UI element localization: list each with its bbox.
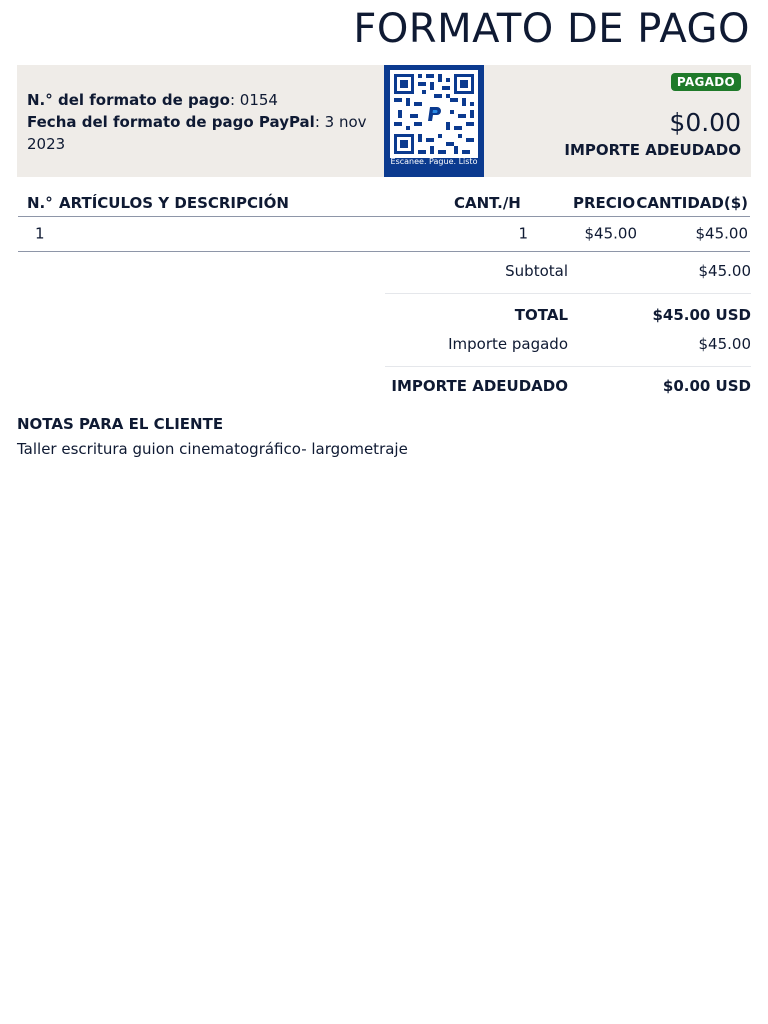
row-number: 1 (35, 224, 45, 243)
qr-code[interactable] (384, 65, 484, 177)
status-badge: PAGADO (671, 73, 741, 91)
subtotal-value: $45.00 (698, 262, 751, 280)
line-items-table (18, 188, 750, 252)
paid-value: $45.00 (698, 335, 751, 353)
invoice-number-value: 0154 (239, 91, 278, 109)
invoice-number-line: N.° del formato de pago: 0154 (27, 91, 278, 109)
amount-due-label: IMPORTE ADEUDADO (564, 141, 741, 159)
header-quantity: CANT./H (454, 194, 521, 212)
row-price: $45.00 (584, 224, 637, 243)
totals-section (385, 252, 751, 397)
invoice-date-line: Fecha del formato de pago PayPal: 3 nov 2023 (27, 113, 367, 153)
amount-due-value: $0.00 (669, 108, 741, 137)
header-description: ARTÍCULOS Y DESCRIPCIÓN (59, 194, 289, 212)
qr-code-icon (390, 70, 478, 158)
paid-label: Importe pagado (448, 335, 568, 353)
header-amount: CANTIDAD($) (636, 194, 748, 212)
row-quantity: 1 (518, 224, 528, 243)
row-amount: $45.00 (695, 224, 748, 243)
subtotal-label: Subtotal (505, 262, 568, 280)
total-value: $45.00 USD (652, 306, 751, 324)
table-header-row (18, 188, 750, 217)
balance-due-row (385, 367, 751, 397)
subtotal-row (385, 252, 751, 294)
balance-due-label: IMPORTE ADEUDADO (391, 377, 568, 395)
invoice-info-band (17, 65, 751, 177)
invoice-number-label: N.° del formato de pago (27, 91, 230, 109)
total-row (385, 294, 751, 324)
page-title: FORMATO DE PAGO (353, 6, 750, 52)
table-row (18, 217, 750, 252)
notes-text: Taller escritura guion cinematográfico- largometraje (17, 440, 408, 458)
invoice-date-label: Fecha del formato de pago PayPal (27, 113, 315, 131)
invoice-date-value: 3 nov 2023 (27, 113, 367, 153)
invoice-meta (27, 89, 367, 155)
paid-row (385, 324, 751, 367)
notes-title: NOTAS PARA EL CLIENTE (17, 415, 224, 433)
total-label: TOTAL (514, 306, 568, 324)
header-number: N.° (27, 194, 53, 212)
header-price: PRECIO (573, 194, 636, 212)
qr-caption: Escanee. Pague. Listo (390, 157, 478, 166)
balance-due-value: $0.00 USD (662, 377, 751, 395)
